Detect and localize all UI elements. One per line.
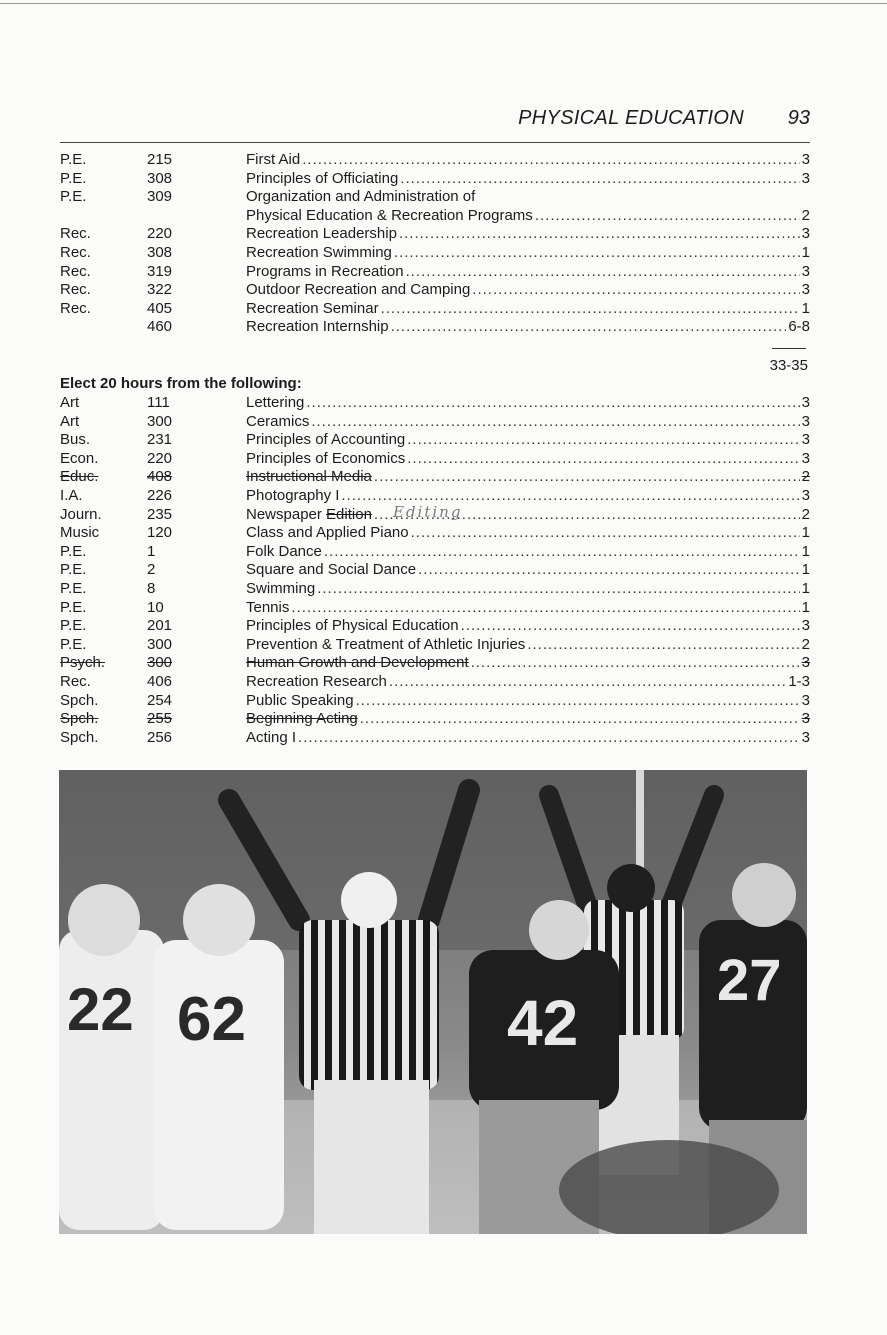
course-row: [60, 225, 810, 244]
course-name: Public Speaking: [246, 691, 354, 709]
course-dept: P.E.: [60, 598, 87, 616]
course-hours: 1: [801, 561, 810, 579]
course-hours: 3: [801, 617, 810, 635]
course-hours: 3: [801, 412, 810, 430]
course-hours: 3: [801, 486, 810, 504]
course-number: 319: [147, 262, 173, 280]
course-number: 231: [147, 431, 173, 449]
course-dept: Spch.: [60, 728, 99, 746]
player-22: [59, 884, 164, 1230]
course-hours: 1: [801, 524, 810, 542]
course-dept: P.E.: [60, 617, 87, 635]
course-hours: 2: [801, 206, 810, 224]
course-number: 300: [147, 635, 173, 653]
course-hours: 1: [801, 579, 810, 597]
course-hours: 3: [801, 169, 810, 187]
jersey-number: 62: [177, 985, 246, 1054]
course-name: Instructional Media: [246, 468, 372, 486]
course-dept: Bus.: [60, 431, 91, 449]
course-number: 408: [147, 468, 173, 486]
course-number: 300: [147, 654, 173, 672]
course-name: First Aid: [246, 151, 301, 168]
course-row: [60, 151, 810, 170]
course-hours: 1: [801, 542, 810, 560]
course-number: 405: [147, 299, 173, 317]
course-row: [60, 300, 810, 319]
course-number: 254: [147, 691, 173, 709]
course-dept: Art: [60, 394, 80, 411]
subtotal-rule: [772, 348, 806, 349]
course-name: Recreation Research: [246, 672, 387, 690]
course-name: Principles of Physical Education: [246, 617, 459, 635]
course-dept: Rec.: [60, 672, 91, 690]
section-title: PHYSICAL EDUCATION: [518, 107, 744, 129]
course-name: Principles of Economics: [246, 449, 406, 467]
course-row: [60, 636, 810, 655]
course-row: [60, 207, 810, 226]
course-number: 308: [147, 169, 173, 187]
page-header: [60, 107, 810, 135]
course-hours: 3: [801, 225, 810, 243]
handwritten-correction: Editing: [393, 502, 463, 521]
course-name: Lettering: [246, 394, 305, 411]
page-number: 93: [787, 107, 810, 129]
course-number: 256: [147, 728, 173, 746]
course-dept: P.E.: [60, 542, 87, 560]
course-name: Tennis: [246, 598, 290, 616]
course-row-struck: [60, 468, 810, 487]
course-hours: 1: [801, 299, 810, 317]
course-name: Organization and Administration of: [246, 188, 476, 206]
course-hours: 3: [801, 262, 810, 280]
course-number: 235: [147, 505, 173, 523]
course-dept: Spch.: [60, 691, 99, 709]
course-name: Prevention & Treatment of Athletic Injuries: [246, 635, 526, 653]
course-name: Recreation Seminar: [246, 299, 379, 317]
course-number: 120: [147, 524, 173, 542]
course-dept: P.E.: [60, 579, 87, 597]
course-row: [60, 394, 810, 413]
course-number: 220: [147, 225, 173, 243]
subtotal-hours: 33-35: [769, 357, 808, 374]
course-row: [60, 524, 810, 543]
course-dept: P.E.: [60, 561, 87, 579]
course-hours: 6-8: [788, 318, 810, 336]
course-dept: P.E.: [60, 151, 87, 168]
course-row: [60, 543, 810, 562]
course-number: 309: [147, 188, 173, 206]
course-row: [60, 561, 810, 580]
course-name: Photography I: [246, 486, 340, 504]
course-hours: 3: [801, 728, 810, 746]
course-row: [60, 318, 810, 337]
course-number: 201: [147, 617, 173, 635]
course-row: [60, 170, 810, 189]
course-hours: 3: [801, 431, 810, 449]
course-hours: 3: [801, 691, 810, 709]
course-row-struck: [60, 710, 810, 729]
course-name: Acting I: [246, 728, 297, 746]
course-row: [60, 281, 810, 300]
course-number: 111: [147, 394, 170, 411]
course-row: [60, 729, 810, 748]
course-number: 2: [147, 561, 156, 579]
course-hours: 3: [801, 654, 810, 672]
jersey-number: 27: [717, 948, 782, 1013]
course-row: [60, 413, 810, 432]
struck-word: Edition: [326, 505, 372, 523]
course-row: [60, 673, 810, 692]
course-name: Recreation Leadership: [246, 225, 397, 243]
course-name: Principles of Accounting: [246, 431, 406, 449]
course-name: Ceramics: [246, 412, 310, 430]
course-name: Newspaper Edition: [246, 505, 372, 523]
header-rule: [60, 142, 810, 143]
course-dept: Rec.: [60, 243, 91, 261]
course-dept: Spch.: [60, 710, 99, 728]
page-top-border: [0, 3, 887, 4]
course-hours: 1: [801, 598, 810, 616]
course-hours: 2: [801, 635, 810, 653]
course-hours: [808, 188, 810, 207]
course-hours: 3: [801, 710, 810, 728]
course-hours: 3: [801, 151, 810, 168]
course-dept: Rec.: [60, 281, 91, 299]
course-dept: Rec.: [60, 262, 91, 280]
course-dept: Art: [60, 412, 80, 430]
course-number: 8: [147, 579, 156, 597]
course-dept: Rec.: [60, 225, 91, 243]
course-name: Folk Dance: [246, 542, 322, 560]
course-row: [60, 617, 810, 636]
course-row-struck: [60, 654, 810, 673]
course-name: Recreation Internship: [246, 318, 389, 336]
course-hours: 1: [801, 243, 810, 261]
course-hours: 3: [801, 449, 810, 467]
course-row: [60, 599, 810, 618]
course-hours: 2: [801, 468, 810, 486]
course-dept: Psych.: [60, 654, 106, 672]
course-row: [60, 692, 810, 711]
course-dept: I.A.: [60, 486, 83, 504]
jersey-number: 42: [507, 987, 579, 1059]
course-dept: Rec.: [60, 299, 91, 317]
course-name: Physical Education & Recreation Programs: [246, 206, 533, 224]
course-number: 460: [147, 318, 173, 336]
course-name: Square and Social Dance: [246, 561, 417, 579]
course-hours: 3: [801, 281, 810, 299]
course-name: Principles of Officiating: [246, 169, 399, 187]
course-row: [60, 244, 810, 263]
course-row: [60, 431, 810, 450]
football-photo: [59, 770, 807, 1234]
course-hours: 3: [801, 394, 810, 411]
course-row: [60, 188, 810, 207]
course-name: Swimming: [246, 579, 316, 597]
course-name: Beginning Acting: [246, 710, 358, 728]
jersey-number: 22: [67, 976, 134, 1043]
course-number: 322: [147, 281, 173, 299]
course-hours: 1-3: [788, 672, 810, 690]
course-row: [60, 502, 810, 525]
course-dept: P.E.: [60, 635, 87, 653]
course-row: [60, 450, 810, 469]
course-name: Programs in Recreation: [246, 262, 404, 280]
course-row: [60, 263, 810, 282]
course-hours: 2: [801, 505, 810, 523]
course-name: Class and Applied Piano: [246, 524, 409, 542]
course-dept: P.E.: [60, 188, 87, 206]
course-number: 226: [147, 486, 173, 504]
course-number: 255: [147, 710, 173, 728]
course-dept: Journ.: [60, 505, 102, 523]
course-dept: Econ.: [60, 449, 99, 467]
course-dept: P.E.: [60, 169, 87, 187]
course-dept: Music: [60, 524, 100, 542]
course-number: 406: [147, 672, 173, 690]
elective-heading: Elect 20 hours from the following:: [60, 375, 302, 392]
course-number: 1: [147, 542, 156, 560]
course-name: Human Growth and Development: [246, 654, 469, 672]
course-dept: Educ.: [60, 468, 99, 486]
course-number: 300: [147, 412, 173, 430]
required-course-list: [60, 151, 810, 337]
elective-course-list: [60, 394, 810, 747]
course-number: 215: [147, 151, 173, 168]
course-number: 220: [147, 449, 173, 467]
course-name: Recreation Swimming: [246, 243, 392, 261]
course-number: 308: [147, 243, 173, 261]
course-row: [60, 580, 810, 599]
course-name: Outdoor Recreation and Camping: [246, 281, 471, 299]
course-number: 10: [147, 598, 164, 616]
